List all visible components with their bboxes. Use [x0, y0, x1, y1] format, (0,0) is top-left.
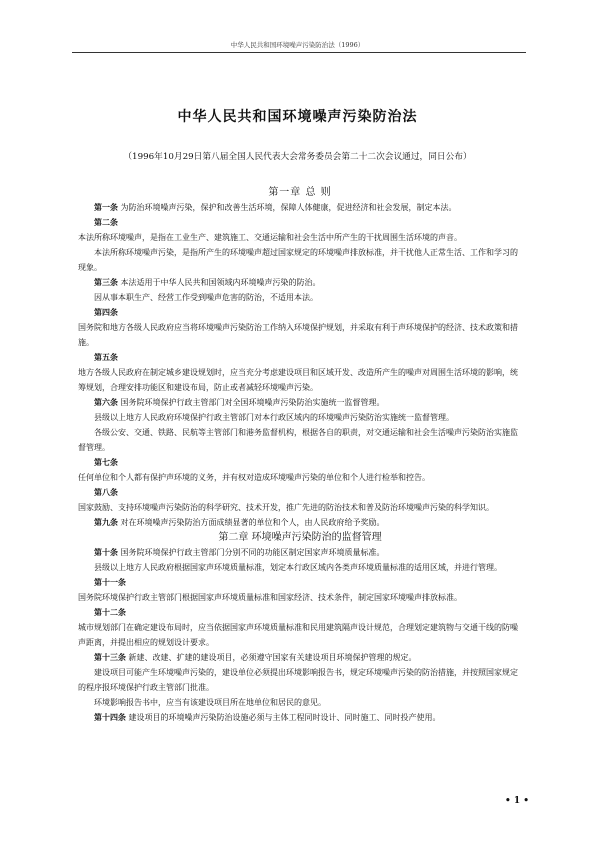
article-9	[78, 515, 522, 530]
article-text: 建设项目的环境噪声污染防治设施必须与主体工程同时设计、同时施工、同时投产使用。	[128, 713, 441, 722]
article-number: 第九条	[94, 517, 118, 527]
article-1	[78, 200, 522, 215]
header-rule	[72, 52, 526, 53]
article-text: 本法适用于中华人民共和国领域内环境噪声污染的防治。	[120, 278, 321, 287]
article-6	[78, 395, 522, 410]
article-number: 第十条	[94, 547, 118, 557]
page-number: • 1 •	[505, 796, 530, 806]
article-number: 第十四条	[94, 712, 126, 722]
article-2-paragraph: 本法所称环境噪声污染，是指所产生的环境噪声超过国家规定的环境噪声排放标准，并干扰他人正常生活、工作和学习的现象。	[78, 248, 518, 272]
article-11-number: 第十一条	[94, 577, 126, 587]
article-number: 第十三条	[94, 652, 126, 662]
article-5-number: 第五条	[94, 352, 118, 362]
document-subtitle: （1996年10月29日第八届全国人民代表大会常务委员会第二十二次会议通过，同日公布）	[123, 152, 472, 162]
article-13-paragraph: 环境影响报告书中，应当有该建设项目所在地单位和居民的意见。	[94, 698, 326, 707]
document-body	[78, 186, 522, 725]
article-7-number: 第七条	[94, 457, 118, 467]
document-title: 中华人民共和国环境噪声污染防治法	[177, 109, 418, 125]
article-10	[78, 545, 522, 560]
article-2-number: 第二条	[94, 217, 118, 227]
article-13-paragraph: 建设项目可能产生环境噪声污染的，建设单位必须提出环境影响报告书，规定环境噪声污染的防治措施，并按照国家规定的程序报环境保护行政主管部门批准。	[78, 668, 518, 692]
article-14	[78, 710, 522, 725]
running-title: 中华人民共和国环境噪声污染防治法（1996）	[230, 41, 365, 49]
article-3-paragraph: 因从事本职生产、经营工作受到噪声危害的防治，不适用本法。	[94, 293, 318, 302]
article-text: 对在环境噪声污染防治方面成绩显著的单位和个人，由人民政府给予奖励。	[120, 518, 385, 527]
article-8-paragraph: 国家鼓励、支持环境噪声污染防治的科学研究、技术开发，推广先进的防治技术和普及防治环境噪声污染的科学知识。	[78, 503, 494, 512]
article-text: 为防治环境噪声污染，保护和改善生活环境，保障人体健康，促进经济和社会发展，制定本法。	[120, 203, 457, 212]
article-12-paragraph: 城市规划部门在确定建设布局时，应当依据国家声环境质量标准和民用建筑隔声设计规范，合理划定建筑物与交通干线的防噪声距离，并提出相应的规划设计要求。	[78, 623, 518, 647]
article-8-number: 第八条	[94, 487, 118, 497]
article-number: 第六条	[94, 397, 118, 407]
article-6-paragraph: 各级公安、交通、铁路、民航等主管部门和港务监督机构，根据各自的职责，对交通运输和社会生活噪声污染防治实施监督管理。	[78, 428, 518, 452]
article-6-paragraph: 县级以上地方人民政府环境保护行政主管部门对本行政区域内的环境噪声污染防治实施统一监督管理。	[94, 413, 454, 422]
article-11-paragraph: 国务院环境保护行政主管部门根据国家声环境质量标准和国家经济、技术条件，制定国家环境噪声排放标准。	[78, 593, 462, 602]
article-number: 第三条	[94, 277, 118, 287]
article-3	[78, 275, 522, 290]
article-4-number: 第四条	[94, 307, 118, 317]
article-2-paragraph: 本法所称环境噪声，是指在工业生产、建筑施工、交通运输和社会生活中所产生的干扰周围生活环境的声音。	[78, 233, 462, 242]
article-text: 新建、改建、扩建的建设项目，必须遵守国家有关建设项目环境保护管理的规定。	[128, 653, 417, 662]
article-13	[78, 650, 522, 665]
chapter-2-title: 第二章 环境噪声污染防治的监督管理	[218, 532, 382, 543]
article-4-paragraph: 国务院和地方各级人民政府应当将环境噪声污染防治工作纳入环境保护规划，并采取有利于声环境保护的经济、技术政策和措施。	[78, 323, 518, 347]
article-number: 第一条	[94, 202, 118, 212]
article-5-paragraph: 地方各级人民政府在制定城乡建设规划时，应当充分考虑建设项目和区域开发、改造所产生的噪声对周围生活环境的影响，统筹规划，合理安排功能区和建设布局，防止或者减轻环境噪声污染。	[78, 368, 518, 392]
article-10-paragraph: 县级以上地方人民政府根据国家声环境质量标准，划定本行政区域内各类声环境质量标准的适用区域，并进行管理。	[94, 563, 502, 572]
article-12-number: 第十二条	[94, 607, 126, 617]
article-7-paragraph: 任何单位和个人都有保护声环境的义务，并有权对造成环境噪声污染的单位和个人进行检举和控告。	[78, 473, 430, 482]
article-text: 国务院环境保护行政主管部门对全国环境噪声污染防治实施统一监督管理。	[120, 398, 385, 407]
article-text: 国务院环境保护行政主管部门分别不同的功能区制定国家声环境质量标准。	[120, 548, 385, 557]
chapter-1-title: 第一章 总 则	[268, 187, 332, 198]
